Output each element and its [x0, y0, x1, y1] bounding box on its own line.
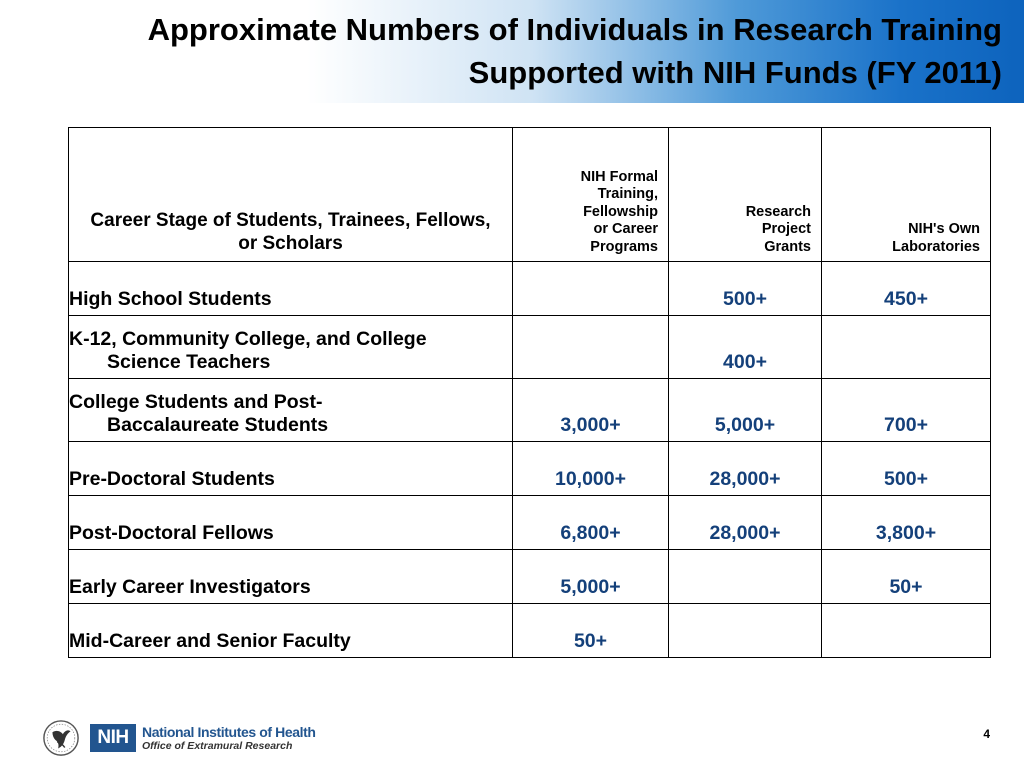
cell-formal: 10,000+	[513, 442, 669, 496]
cell-grants	[669, 550, 822, 604]
header-research-grants-line: Research	[745, 203, 811, 220]
cell-formal	[513, 262, 669, 316]
cell-grants: 5,000+	[669, 379, 822, 442]
row-label	[69, 604, 513, 658]
nih-logo-box: NIH	[90, 724, 136, 752]
table-header-row	[69, 128, 991, 262]
header-research-grants-line: Grants	[764, 238, 811, 255]
org-name: National Institutes of Health	[142, 723, 316, 740]
cell-formal: 50+	[513, 604, 669, 658]
header-formal-training-line: Fellowship	[583, 203, 658, 220]
title-banner	[0, 0, 1024, 103]
cell-labs: 450+	[822, 262, 991, 316]
row-label-line-2: Baccalaureate Students	[107, 414, 329, 436]
table-row	[69, 604, 991, 658]
page-number: 4	[983, 727, 990, 741]
cell-grants: 500+	[669, 262, 822, 316]
cell-formal: 6,800+	[513, 496, 669, 550]
cell-labs: 50+	[822, 550, 991, 604]
cell-formal: 3,000+	[513, 379, 669, 442]
slide-title-line-1: Approximate Numbers of Individuals in Research Training	[147, 12, 1002, 47]
cell-grants	[669, 604, 822, 658]
header-formal-training	[513, 128, 669, 262]
header-research-grants-line: Project	[761, 221, 811, 237]
header-own-labs-line: NIH's Own	[908, 221, 980, 237]
row-label	[69, 442, 513, 496]
header-own-labs-line: Laboratories	[892, 238, 980, 255]
row-label	[69, 262, 513, 316]
cell-labs: 3,800+	[822, 496, 991, 550]
header-formal-training-line: or Career	[593, 221, 658, 237]
row-label-line-1: Post-Doctoral Fellows	[69, 522, 274, 544]
cell-formal: 5,000+	[513, 550, 669, 604]
research-training-table	[68, 127, 991, 658]
row-label	[69, 496, 513, 550]
cell-labs	[822, 316, 991, 379]
row-label-line-1: Early Career Investigators	[69, 576, 311, 598]
cell-labs: 700+	[822, 379, 991, 442]
table-row	[69, 316, 991, 379]
office-name: Office of Extramural Research	[142, 739, 293, 752]
cell-formal	[513, 316, 669, 379]
table-row	[69, 262, 991, 316]
cell-grants: 28,000+	[669, 496, 822, 550]
slide-title-line-2: Supported with NIH Funds (FY 2011)	[468, 55, 1002, 90]
footer-logos	[42, 716, 316, 760]
hhs-eagle-logo-icon	[42, 719, 80, 757]
row-label-line-1: College Students and Post-	[69, 391, 323, 413]
row-label	[69, 379, 513, 442]
row-label-line-1: High School Students	[69, 288, 272, 310]
cell-grants: 28,000+	[669, 442, 822, 496]
header-research-grants	[669, 128, 822, 262]
table-row	[69, 496, 991, 550]
row-label-line-2: Science Teachers	[107, 351, 271, 373]
row-label	[69, 316, 513, 379]
table-row	[69, 379, 991, 442]
table-row	[69, 550, 991, 604]
row-label-line-1: Pre-Doctoral Students	[69, 468, 275, 490]
row-label-line-1: K-12, Community College, and College	[69, 328, 427, 350]
header-formal-training-line: NIH Formal	[580, 168, 658, 185]
header-own-labs	[822, 128, 991, 262]
nih-wordmark	[142, 724, 316, 753]
header-career-stage: Career Stage of Students, Trainees, Fellows, or Scholars	[69, 128, 513, 262]
row-label	[69, 550, 513, 604]
header-formal-training-line: Programs	[590, 238, 658, 255]
cell-grants: 400+	[669, 316, 822, 379]
header-formal-training-line: Training,	[597, 186, 658, 202]
table-row	[69, 442, 991, 496]
cell-labs: 500+	[822, 442, 991, 496]
cell-labs	[822, 604, 991, 658]
row-label-line-1: Mid-Career and Senior Faculty	[69, 630, 351, 652]
